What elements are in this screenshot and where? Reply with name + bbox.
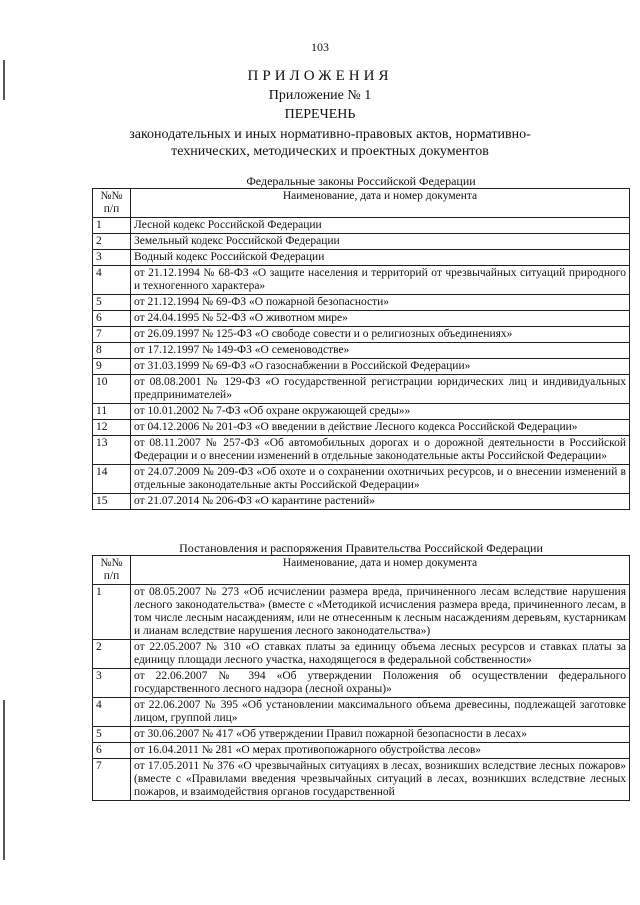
table-row <box>93 266 630 295</box>
page-number: 103 <box>311 40 329 54</box>
document-name: от 22.06.2007 № 394 «Об утверждении Положения об осуществлении федерального государственного лесного надзора (лесной охраны)» <box>131 669 630 698</box>
table-row <box>93 585 630 640</box>
row-number: 13 <box>93 436 131 465</box>
document-name: от 21.07.2014 № 206-ФЗ «О карантине растений» <box>131 494 630 510</box>
document-name: от 21.12.1994 № 69-ФЗ «О пожарной безопасности» <box>131 295 630 311</box>
document-name: Лесной кодекс Российской Федерации <box>131 218 630 234</box>
column-header-number: №№ п/п <box>93 556 131 585</box>
row-number: 1 <box>93 218 131 234</box>
row-number: 7 <box>93 327 131 343</box>
document-name: от 30.06.2007 № 417 «Об утверждении Правил пожарной безопасности в лесах» <box>131 727 630 743</box>
document-name: от 22.05.2007 № 310 «О ставках платы за единицу объема лесных ресурсов и ставках платы за единицу площади лесного участка, находящегося в федеральной собственности» <box>131 640 630 669</box>
document-name: от 04.12.2006 № 201-ФЗ «О введении в действие Лесного кодекса Российской Федерации» <box>131 420 630 436</box>
row-number: 5 <box>93 295 131 311</box>
table-row <box>93 234 630 250</box>
appendices-heading: ПРИЛОЖЕНИЯ <box>247 68 393 84</box>
table-row <box>93 640 630 669</box>
row-number: 11 <box>93 404 131 420</box>
table-row <box>93 420 630 436</box>
table-row <box>93 727 630 743</box>
document-name: от 24.07.2009 № 209-ФЗ «Об охоте и о сохранении охотничьих ресурсов, и о внесении изменений в отдельные законодательные акты Российской Федерации» <box>131 465 630 494</box>
document-name: от 08.11.2007 № 257-ФЗ «Об автомобильных дорогах и о дорожной деятельности в Российской Федерации и о внесении изменений в отдельные законодательные акты Российской Федерации» <box>131 436 630 465</box>
row-number: 2 <box>93 640 131 669</box>
list-title: ПЕРЕЧЕНЬ <box>284 107 356 122</box>
document-name: от 24.04.1995 № 52-ФЗ «О животном мире» <box>131 311 630 327</box>
document-name: от 17.12.1997 № 149-ФЗ «О семеноводстве» <box>131 343 630 359</box>
column-header-name: Наименование, дата и номер документа <box>131 556 630 585</box>
document-name: от 17.05.2011 № 376 «О чрезвычайных ситуациях в лесах, возникших вследствие лесных пожаров» (вместе с «Правилами введения чрезвычайных ситуаций в лесах, возникших вследствие лесных пожаров, и взаимодействия органов государственной <box>131 759 630 801</box>
row-number: 2 <box>93 234 131 250</box>
section-title-government-decrees: Постановления и распоряжения Правительства Российской Федерации <box>179 541 543 555</box>
table-row <box>93 404 630 420</box>
table-row <box>93 343 630 359</box>
row-number: 5 <box>93 727 131 743</box>
section-title-federal-laws: Федеральные законы Российской Федерации <box>246 174 476 188</box>
row-number: 4 <box>93 266 131 295</box>
table-row <box>93 250 630 266</box>
table-row <box>93 759 630 801</box>
document-name: Водный кодекс Российской Федерации <box>131 250 630 266</box>
document-name: от 10.01.2002 № 7-ФЗ «Об охране окружающей среды»» <box>131 404 630 420</box>
table-row <box>93 327 630 343</box>
list-description: законодательных и иных нормативно-правовых актов, нормативно-технических, методических и проектных документов <box>129 127 531 159</box>
row-number: 3 <box>93 669 131 698</box>
document-name: от 26.09.1997 № 125-ФЗ «О свободе совести и о религиозных объединениях» <box>131 327 630 343</box>
row-number: 8 <box>93 343 131 359</box>
row-number: 12 <box>93 420 131 436</box>
column-header-name: Наименование, дата и номер документа <box>131 189 630 218</box>
document-name: от 31.03.1999 № 69-ФЗ «О газоснабжении в Российской Федерации» <box>131 359 630 375</box>
table-row <box>93 465 630 494</box>
table-row <box>93 669 630 698</box>
table-header-row <box>93 189 630 218</box>
document-name: от 08.08.2001 № 129-ФЗ «О государственной регистрации юридических лиц и индивидуальных предпринимателей» <box>131 375 630 404</box>
row-number: 15 <box>93 494 131 510</box>
document-name: от 16.04.2011 № 281 «О мерах противопожарного обустройства лесов» <box>131 743 630 759</box>
document-name: от 22.06.2007 № 395 «Об установлении максимального объема древесины, подлежащей заготовке лицом, группой лиц» <box>131 698 630 727</box>
table-row <box>93 311 630 327</box>
table-row <box>93 698 630 727</box>
appendix-number: Приложение № 1 <box>268 88 372 103</box>
row-number: 6 <box>93 743 131 759</box>
table-row <box>93 295 630 311</box>
row-number: 1 <box>93 585 131 640</box>
left-margin-mark <box>3 700 5 860</box>
table-row <box>93 494 630 510</box>
government-decrees-table <box>92 555 630 801</box>
row-number: 3 <box>93 250 131 266</box>
row-number: 9 <box>93 359 131 375</box>
row-number: 14 <box>93 465 131 494</box>
document-name: от 21.12.1994 № 68-ФЗ «О защите населения и территорий от чрезвычайных ситуаций природного и техногенного характера» <box>131 266 630 295</box>
document-name: от 08.05.2007 № 273 «Об исчислении размера вреда, причиненного лесам вследствие нарушения лесного законодательства» (вместе с «Методикой исчисления размера вреда, причиненного лесам, в том числе лесным насаждениям, или не отнесенным к лесным насаждениям деревьям, кустарникам и лианам вследствие нарушения лесного законодательства») <box>131 585 630 640</box>
table-header-row <box>93 556 630 585</box>
table-row <box>93 359 630 375</box>
row-number: 6 <box>93 311 131 327</box>
federal-laws-table <box>92 188 630 510</box>
row-number: 7 <box>93 759 131 801</box>
table-row <box>93 218 630 234</box>
row-number: 4 <box>93 698 131 727</box>
document-name: Земельный кодекс Российской Федерации <box>131 234 630 250</box>
row-number: 10 <box>93 375 131 404</box>
table-row <box>93 436 630 465</box>
column-header-number: №№ п/п <box>93 189 131 218</box>
table-row <box>93 375 630 404</box>
table-row <box>93 743 630 759</box>
